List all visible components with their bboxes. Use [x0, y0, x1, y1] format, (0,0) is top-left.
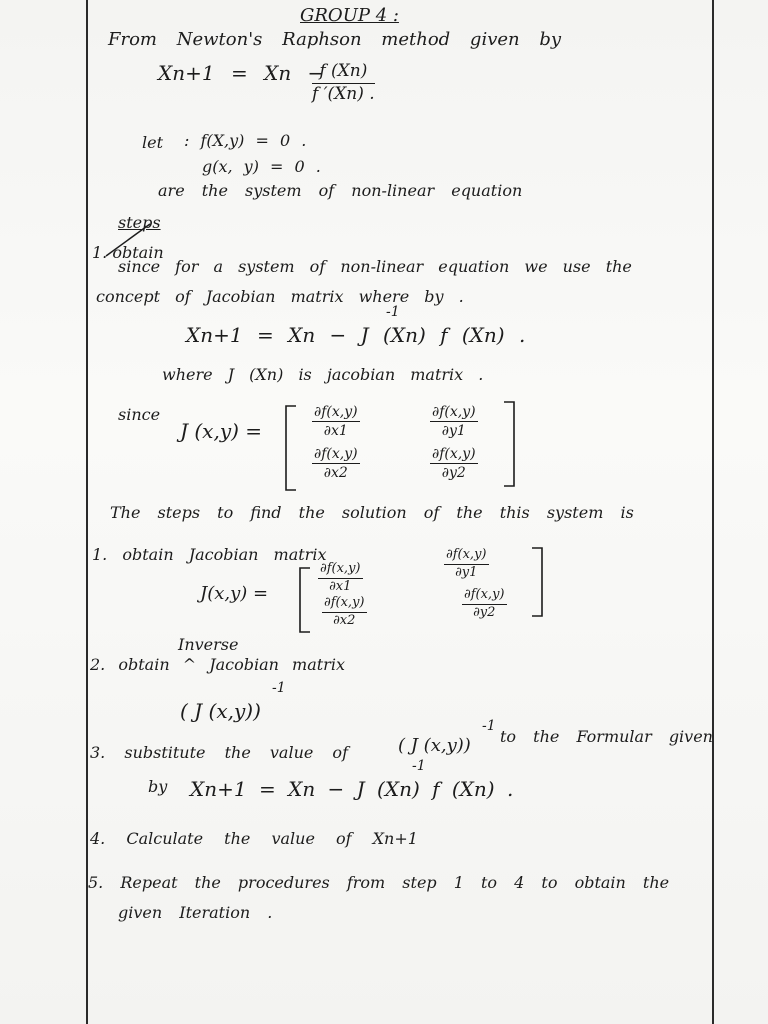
step1-heading-struck: 1. obtain [92, 243, 164, 262]
step3-tail: to the Formular given [500, 727, 713, 746]
inverse-superscript: -1 [386, 304, 400, 320]
step1-text: 1. obtain Jacobian matrix [92, 545, 327, 564]
intro-line: From Newton's Raphson method given by [108, 29, 562, 50]
matrix2-cell-a: $\frac{\partial f(x,y)}{\partial x1}$ [320, 561, 361, 594]
step4-text: 4. Calculate the value of Xn+1 [90, 829, 418, 848]
left-margin-line [86, 0, 88, 1024]
where-line: where J (Xn) is jacobian matrix . [162, 365, 484, 384]
let-word: let [142, 133, 164, 152]
since-word: since [118, 405, 161, 424]
equation-g: g(x, y) = 0 . [202, 157, 321, 176]
step2-inverse-expr: ( J (x,y)) [180, 699, 261, 723]
page-title: GROUP 4 : [300, 5, 399, 26]
since-line-2: concept of Jacobian matrix where by . [96, 287, 464, 306]
step2-inverse-superscript: -1 [272, 680, 286, 696]
matrix2-right-bracket [528, 546, 548, 620]
step3-inverse-superscript: -1 [482, 718, 496, 734]
matrix1-cell-c: $\frac{\partial f(x,y)}{\partial x2}$ [314, 446, 358, 482]
step5-line-1: 5. Repeat the procedures from step 1 to 4 to obtain the [88, 873, 670, 892]
matrix2-left-bracket [296, 566, 316, 636]
step2-text: 2. obtain ^ Jacobian matrix [90, 655, 345, 674]
newton-fraction [312, 62, 375, 104]
inverse-insert-word: Inverse [178, 635, 239, 654]
system-description: are the system of non-linear equation [158, 181, 523, 200]
matrix1-cell-a: $\frac{\partial f(x,y)}{\partial x1}$ [314, 404, 358, 440]
since-line-1: since for a system of non-linear equation we use the [118, 257, 632, 276]
step3-formula-superscript: -1 [412, 758, 426, 774]
matrix2-cell-d: $\frac{\partial f(x,y)}{\partial y2}$ [464, 587, 505, 620]
jacobian-lhs-1: J (x,y) = [180, 419, 263, 443]
newton-fraction-numerator: f (Xn) [312, 62, 375, 84]
jacobian-iteration-formula: Xn+1 = Xn − J (Xn) f (Xn) . [186, 323, 526, 347]
matrix1-cell-d: $\frac{\partial f(x,y)}{\partial y2}$ [432, 446, 476, 482]
step3-by: by [148, 777, 168, 796]
steps-intro: The steps to find the solution of the this system is [110, 503, 634, 522]
step3-formula: Xn+1 = Xn − J (Xn) f (Xn) . [190, 777, 514, 801]
newton-fraction-denominator: f ′(Xn) . [312, 83, 375, 104]
matrix1-right-bracket [500, 400, 520, 490]
equation-f: : f(X,y) = 0 . [184, 131, 307, 150]
jacobian-lhs-2: J(x,y) = [200, 583, 269, 604]
right-margin-line [712, 0, 714, 1024]
steps-heading: steps [118, 213, 161, 232]
matrix2-cell-c: $\frac{\partial f(x,y)}{\partial x2}$ [324, 595, 365, 628]
strike-stroke [100, 220, 160, 260]
matrix1-cell-b: $\frac{\partial f(x,y)}{\partial y1}$ [432, 404, 476, 440]
newton-formula-lhs: Xn+1 = Xn − [158, 61, 325, 85]
matrix2-cell-b: $\frac{\partial f(x,y)}{\partial y1}$ [446, 547, 487, 580]
matrix1-left-bracket [282, 404, 302, 494]
step5-line-2: given Iteration . [118, 903, 273, 922]
step3-inverse-expr: ( J (x,y)) [398, 735, 471, 756]
step3-text: 3. substitute the value of [90, 743, 348, 762]
